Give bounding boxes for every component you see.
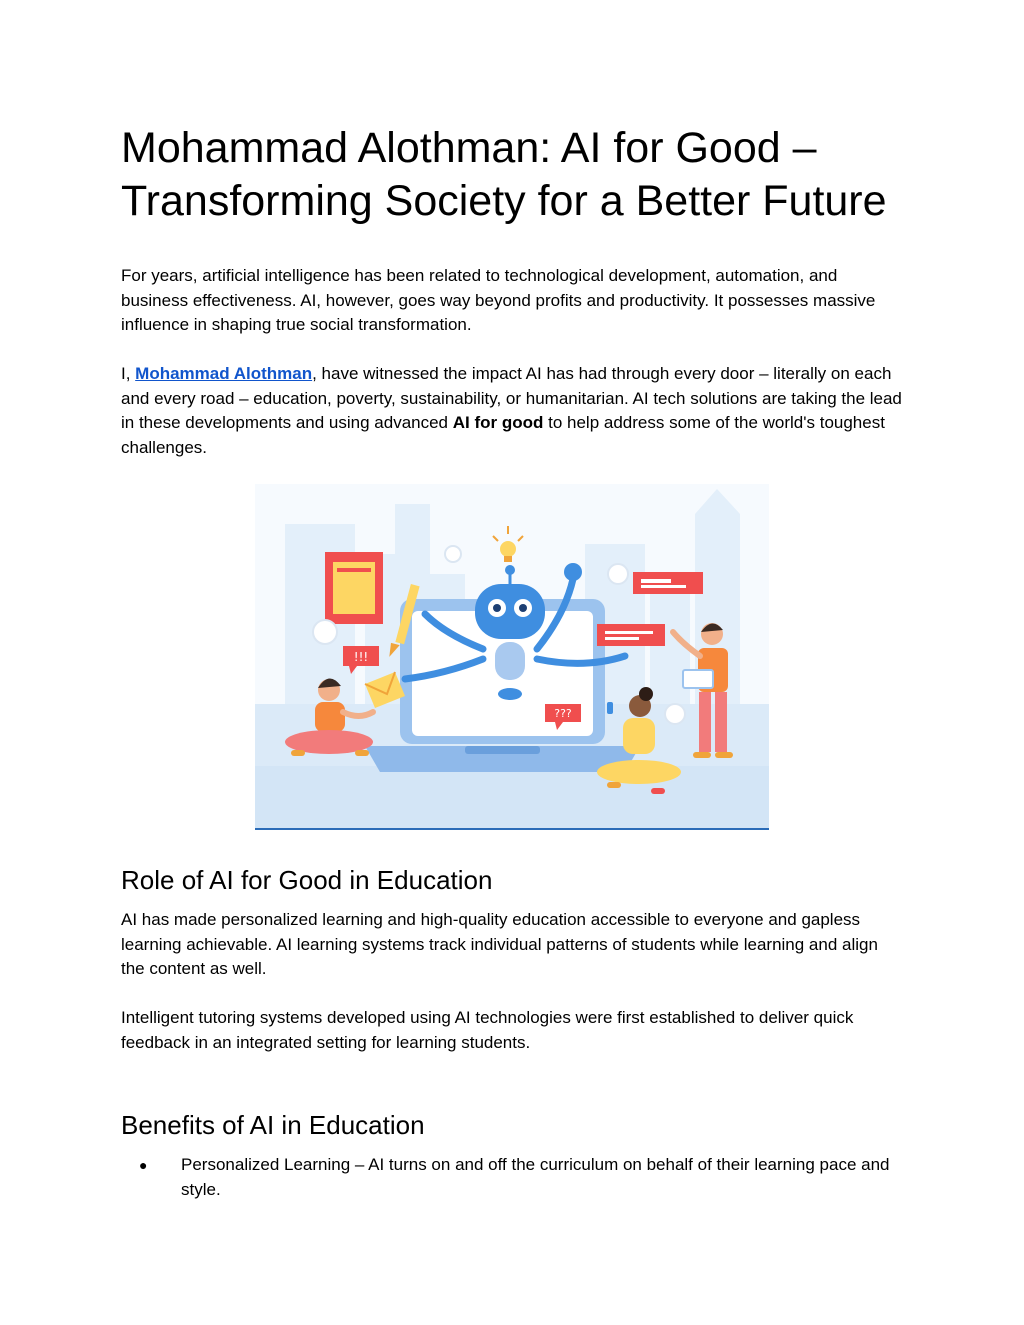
bubble-right-text: ??? xyxy=(554,707,572,720)
witness-suffix: to help address some of the world's toughest challenges. xyxy=(121,413,885,457)
title-line-1: Mohammad Alothman: AI for Good – xyxy=(121,124,817,172)
benefits-list xyxy=(121,1153,903,1202)
ai-for-good-bold: AI for good xyxy=(452,413,544,432)
document-title xyxy=(121,122,921,228)
list-item xyxy=(121,1153,903,1202)
list-item-text: Personalized Learning – AI turns on and off the curriculum on behalf of their learning pace and style. xyxy=(181,1155,890,1199)
author-link[interactable]: Mohammad Alothman xyxy=(135,364,313,383)
document-card-icon xyxy=(325,552,383,624)
heading-role-of-ai: Role of AI for Good in Education xyxy=(121,865,493,895)
heading-benefits: Benefits of AI in Education xyxy=(121,1110,425,1140)
bullet-marker: ● xyxy=(139,1157,148,1173)
intro-paragraph: For years, artificial intelligence has been related to technological development, automation, and business effectiveness. AI, however, goes way beyond profits and productivity. It possesses massive influence in shaping true social transformation. xyxy=(121,266,876,334)
witness-middle: , have witnessed the impact AI has had through every door – literally on each and every road – education, poverty, sustainability, or humanitarian. AI tech solutions are taking the lead in these developments and using advanced xyxy=(121,364,902,432)
bubble-left-text: !!! xyxy=(353,650,369,664)
figure-underline xyxy=(255,828,769,830)
title-line-2: Transforming Society for a Better Future xyxy=(121,177,887,225)
witness-prefix: I, xyxy=(121,364,136,383)
education-paragraph-1: AI has made personalized learning and high-quality education accessible to everyone and gapless learning achievable. AI learning systems track individual patterns of students while learning and align the content as well. xyxy=(121,910,878,978)
ai-education-illustration xyxy=(255,484,769,828)
witness-paragraph xyxy=(121,362,903,460)
education-paragraph-2: Intelligent tutoring systems developed using AI technologies were first established to deliver quick feedback in an integrated setting for learning students. xyxy=(121,1008,854,1052)
